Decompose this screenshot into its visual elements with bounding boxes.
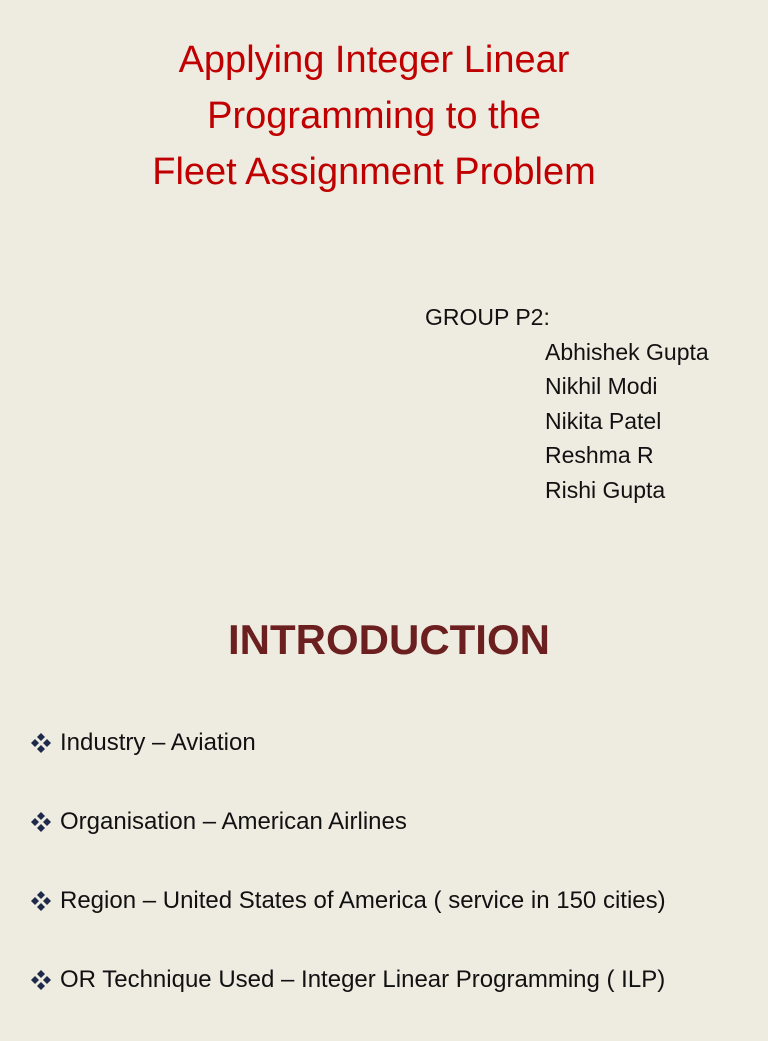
- member-name: Abhishek Gupta: [545, 338, 709, 365]
- title-line-1: Applying Integer Linear: [178, 39, 570, 81]
- introduction-bullet-list: [30, 725, 666, 1041]
- four-diamond-bullet-icon: [30, 732, 52, 754]
- four-diamond-bullet-icon: [30, 811, 52, 833]
- title-line-2: Programming to the: [207, 95, 541, 137]
- member-list: [425, 335, 709, 508]
- group-block: [425, 300, 709, 507]
- bullet-text: Region – United States of America ( service in 150 cities): [60, 887, 666, 914]
- introduction-heading: INTRODUCTION: [228, 616, 550, 663]
- member-name: Nikita Patel: [545, 407, 662, 434]
- bullet-item-organisation: [30, 804, 666, 883]
- bullet-text: OR Technique Used – Integer Linear Programming ( ILP): [60, 966, 666, 993]
- group-label: GROUP P2:: [425, 304, 550, 330]
- four-diamond-bullet-icon: [30, 890, 52, 912]
- bullet-text: Industry – Aviation: [60, 729, 256, 756]
- slide-title: [0, 32, 748, 200]
- bullet-text: Organisation – American Airlines: [60, 808, 407, 835]
- four-diamond-bullet-icon: [30, 969, 52, 991]
- bullet-item-or-technique: [30, 962, 666, 1041]
- member-name: Nikhil Modi: [545, 373, 658, 399]
- bullet-item-region: [30, 883, 666, 962]
- bullet-item-industry: [30, 725, 666, 804]
- member-name: Reshma R: [545, 442, 654, 468]
- title-line-3: Fleet Assignment Problem: [152, 151, 596, 193]
- member-name: Rishi Gupta: [545, 476, 666, 503]
